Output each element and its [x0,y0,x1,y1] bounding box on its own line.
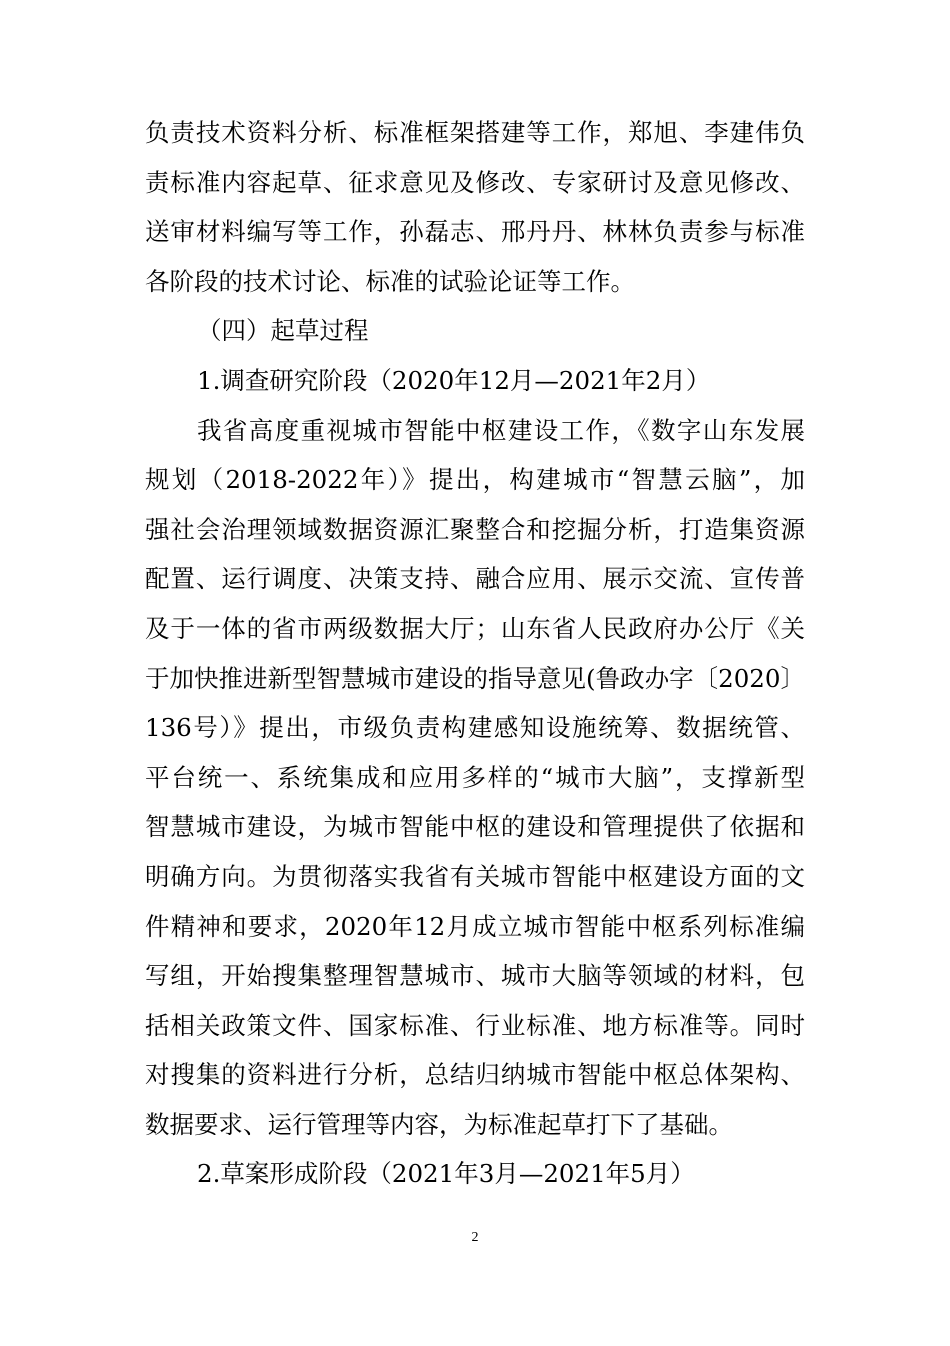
text-line: 负责技术资料分析、标准框架搭建等工作，郑旭、李建伟负 [145,118,805,147]
text-line: 配置、运行调度、决策支持、融合应用、展示交流、宣传普 [145,564,805,594]
text-line: 件精神和要求，2020年12月成立城市智能中枢系列标准编 [145,911,805,941]
subsection-heading: 1.调查研究阶段（2020年12月—2021年2月） [197,365,711,395]
text-line: 平台统一、系统集成和应用多样的“城市大脑”，支撑新型 [145,762,805,792]
page-number: 2 [471,1230,479,1245]
text-line: 136号）》提出，市级负责构建感知设施统筹、数据统管、 [145,713,805,743]
text-line: 于加快推进新型智慧城市建设的指导意见(鲁政办字〔2020〕 [145,663,805,693]
section-heading: （四）起草过程 [197,316,369,346]
text-line: 各阶段的技术讨论、标准的试验论证等工作。 [145,266,635,296]
text-line: 对搜集的资料进行分析，总结归纳城市智能中枢总体架构、 [145,1060,805,1090]
text-line: 明确方向。为贯彻落实我省有关城市智能中枢建设方面的文 [145,861,805,891]
text-line: 数据要求、运行管理等内容，为标准起草打下了基础。 [145,1109,733,1139]
text-line: 责标准内容起草、征求意见及修改、专家研讨及意见修改、 [145,167,805,197]
text-line: 我省高度重视城市智能中枢建设工作，《数字山东发展 [197,415,805,445]
text-line: 送审材料编写等工作，孙磊志、邢丹丹、林林负责参与标准 [145,217,805,247]
text-line: 强社会治理领域数据资源汇聚整合和挖掘分析，打造集资源 [145,514,805,544]
text-line: 智慧城市建设，为城市智能中枢的建设和管理提供了依据和 [145,812,805,842]
text-line: 及于一体的省市两级数据大厅；山东省人民政府办公厅《关 [145,613,805,643]
text-line: 括相关政策文件、国家标准、行业标准、地方标准等。同时 [145,1010,805,1040]
text-line: 规划（2018-2022年）》提出，构建城市“智慧云脑”，加 [145,465,805,495]
document-body [145,108,805,1199]
text-line: 写组，开始搜集整理智慧城市、城市大脑等领域的材料，包 [145,961,805,991]
subsection-heading: 2.草案形成阶段（2021年3月—2021年5月） [197,1159,695,1189]
